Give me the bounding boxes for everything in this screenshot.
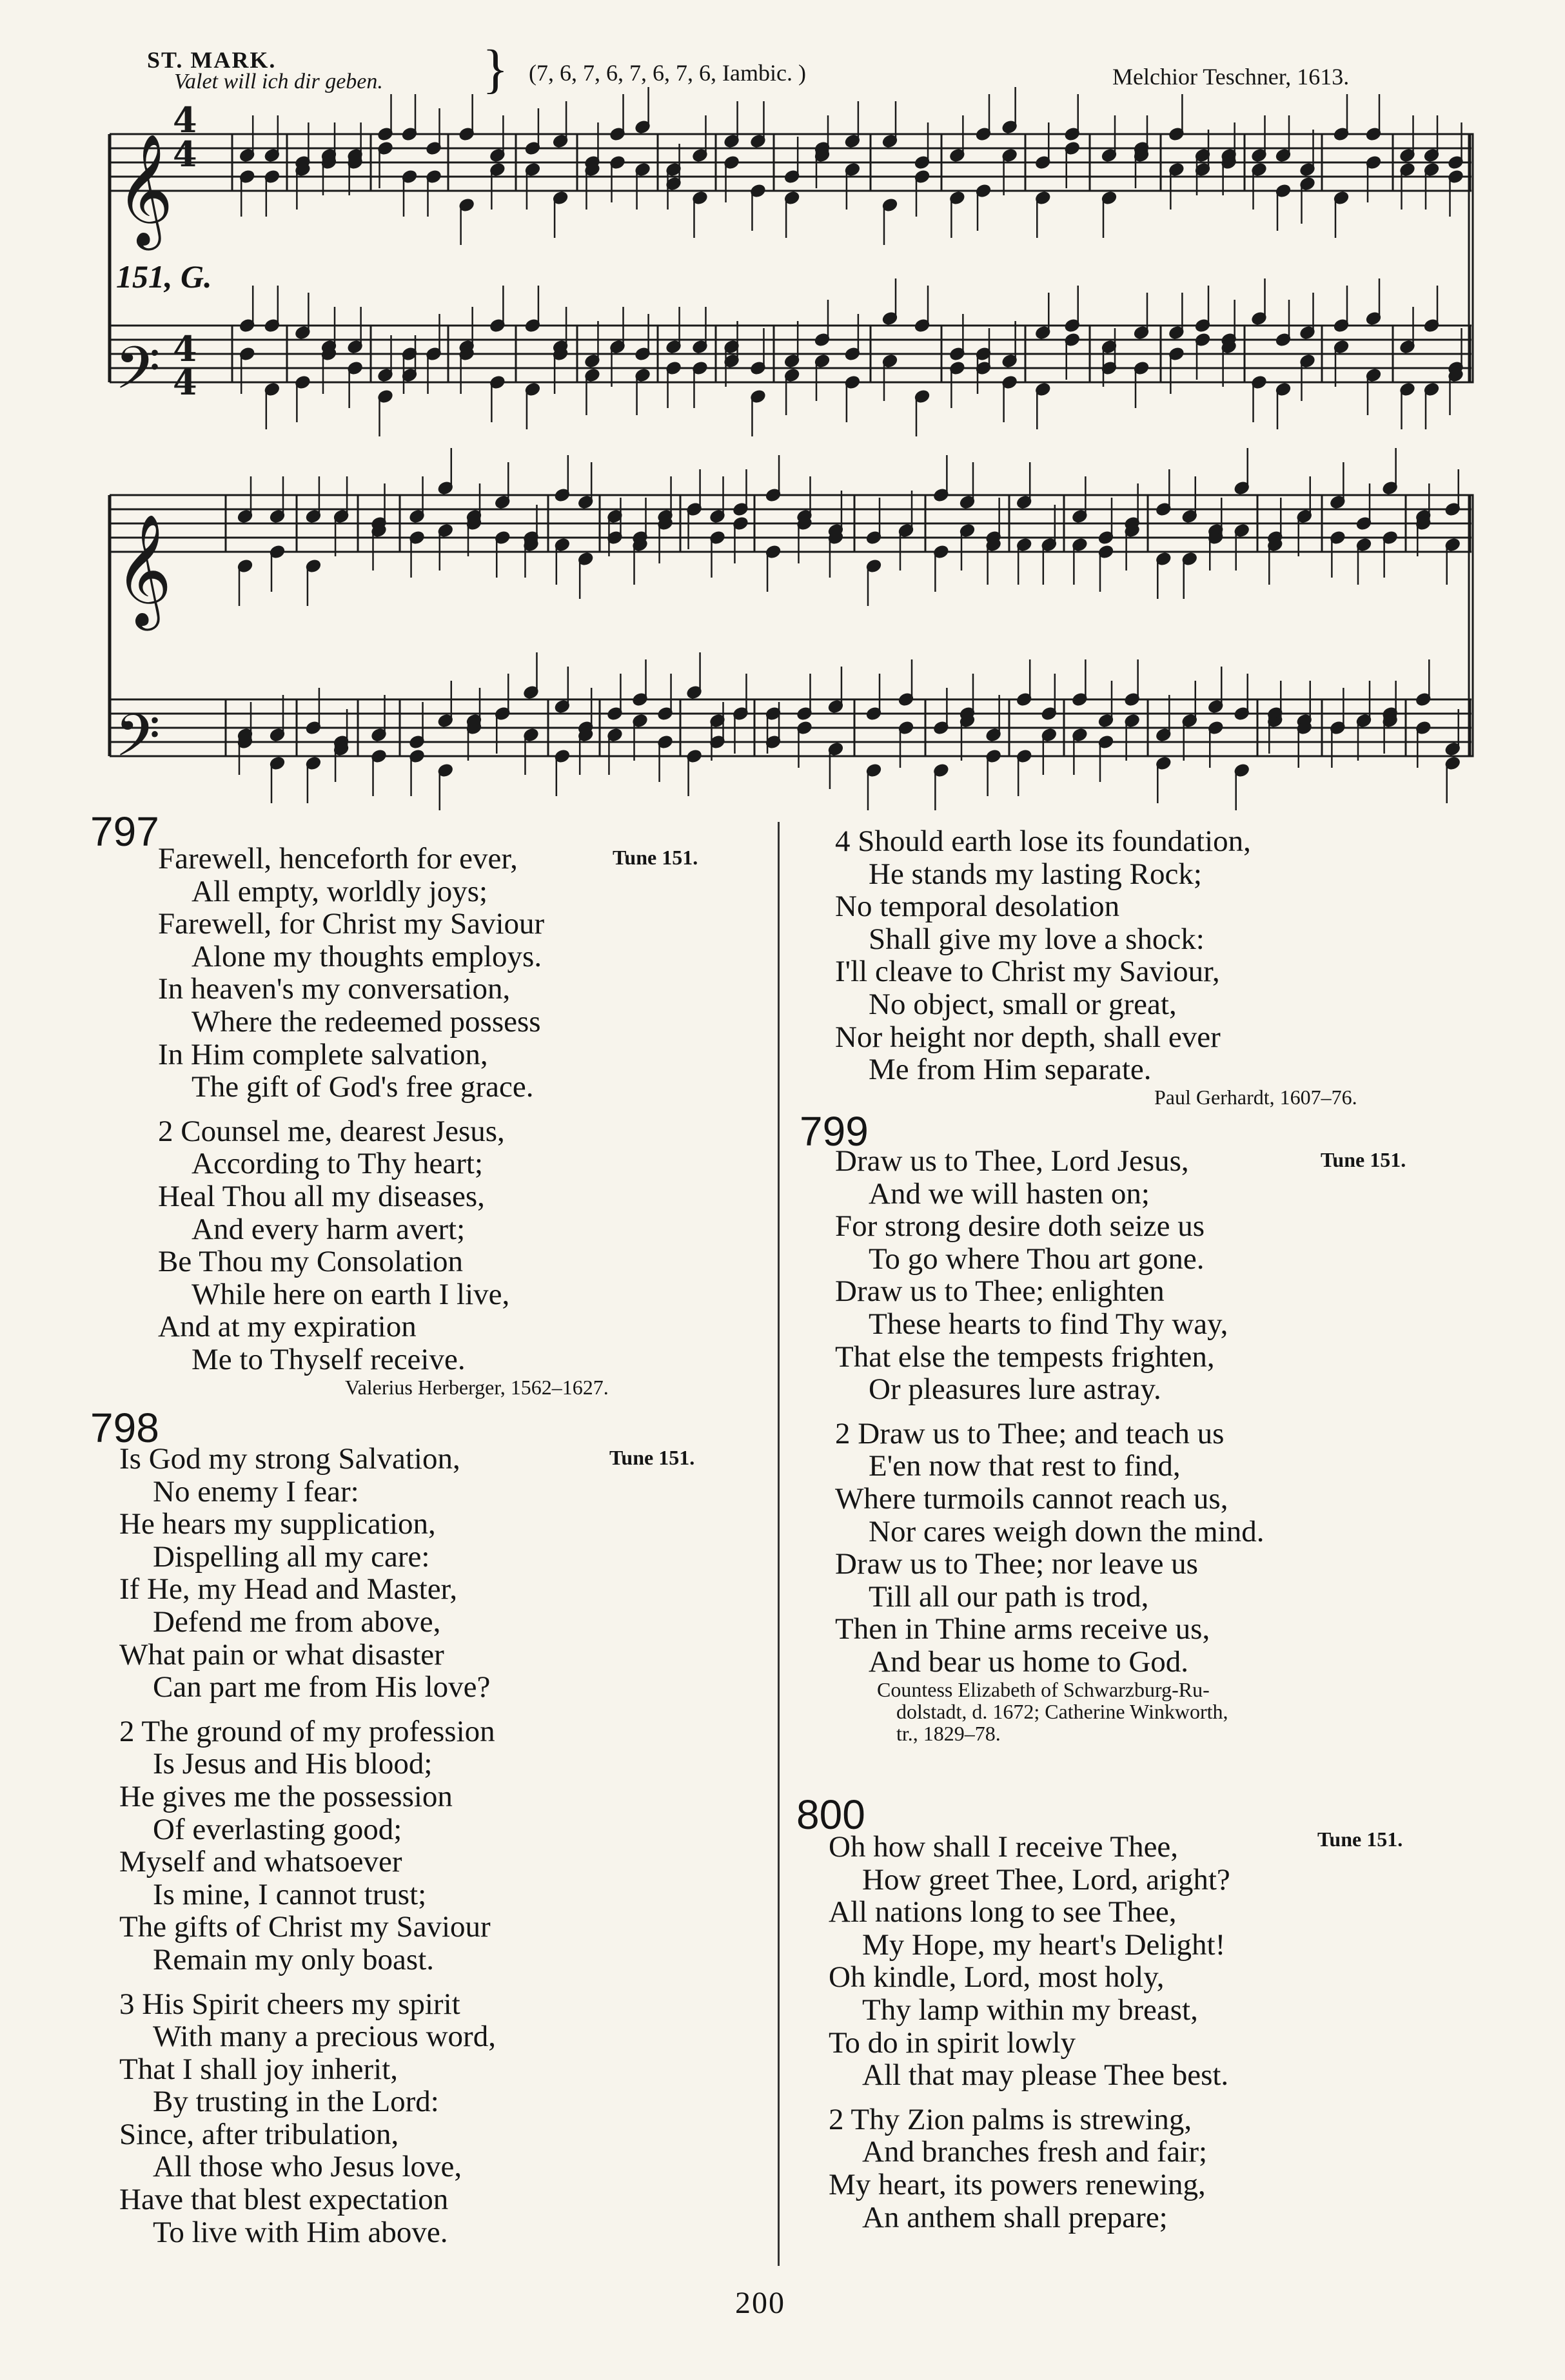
hymn-line: Shall give my love a shock: xyxy=(869,922,1205,956)
hymn-line: All nations long to see Thee, xyxy=(829,1895,1177,1929)
tune-name: ST. MARK. xyxy=(147,47,277,73)
hymn-number: 798 xyxy=(90,1405,159,1451)
hymn-line: Be Thou my Consolation xyxy=(158,1245,464,1279)
hymn-line: Defend me from above, xyxy=(153,1605,441,1639)
time-signature: 4 xyxy=(173,133,197,175)
tune-label: Tune 151. xyxy=(1317,1828,1403,1851)
stanza xyxy=(158,843,761,1104)
author: Valerius Herberger, 1562–1627. xyxy=(345,1375,609,1399)
hymn-line: Nor height nor depth, shall ever xyxy=(835,1020,1221,1054)
treble-clef-icon: 𝄞 xyxy=(115,514,172,626)
hymn-line: 4 Should earth lose its foundation, xyxy=(835,824,1251,858)
hymn-line: The gift of God's free grace. xyxy=(192,1070,534,1104)
hymn-line: I'll cleave to Christ my Saviour, xyxy=(835,955,1220,989)
hymn-number: 799 xyxy=(800,1108,869,1155)
hymn-line: 2 The ground of my profession xyxy=(119,1714,495,1748)
hymn-line: Dispelling all my care: xyxy=(153,1539,430,1574)
author: tr., 1829–78. xyxy=(896,1721,1001,1745)
hymn-line: By trusting in the Lord: xyxy=(153,2085,439,2119)
stanza xyxy=(835,1145,1535,1406)
hymn-line: He hears my supplication, xyxy=(119,1507,436,1541)
hymn-line: How greet Thee, Lord, aright? xyxy=(862,1862,1230,1897)
hymn-number: 800 xyxy=(796,1791,865,1838)
hymn-line: Is mine, I cannot trust; xyxy=(153,1877,427,1911)
hymn-line: These hearts to find Thy way, xyxy=(869,1307,1228,1341)
hymn-line: Is God my strong Salvation, xyxy=(119,1442,460,1476)
meter: (7, 6, 7, 6, 7, 6, 7, 6, Iambic. ) xyxy=(529,60,806,86)
stanza xyxy=(835,825,1544,1086)
stanza xyxy=(158,1115,761,1376)
hymn-798 xyxy=(90,1405,761,2248)
hymn-line: What pain or what disaster xyxy=(119,1637,444,1672)
hymn-line: All those who Jesus love, xyxy=(153,2150,462,2184)
stanza xyxy=(835,1418,1535,1679)
hymn-line: In Him complete salvation, xyxy=(158,1037,488,1071)
hymn-line: Have that blest expectation xyxy=(119,2183,449,2217)
column-divider xyxy=(778,822,780,2266)
stanza xyxy=(119,1988,761,2249)
music-score xyxy=(0,0,1565,825)
hymn-line: That I shall joy inherit, xyxy=(119,2052,399,2086)
hymn-line: And every harm avert; xyxy=(192,1212,466,1246)
hymn-line: The gifts of Christ my Saviour xyxy=(119,1910,491,1944)
hymn-line: All that may please Thee best. xyxy=(862,2058,1229,2092)
hymn-line: Of everlasting good; xyxy=(153,1812,402,1846)
hymn-line: Can part me from His love? xyxy=(153,1670,491,1704)
hymn-line: Oh how shall I receive Thee, xyxy=(829,1830,1179,1864)
hymn-line: Farewell, henceforth for ever, xyxy=(158,842,518,875)
hymn-line: If He, my Head and Master, xyxy=(119,1572,458,1606)
hymn-line: Draw us to Thee; enlighten xyxy=(835,1274,1165,1309)
hymn-line: In heaven's my conversation, xyxy=(158,972,511,1006)
hymn-line: He gives me the possession xyxy=(119,1779,453,1813)
author: dolstadt, d. 1672; Catherine Winkworth, xyxy=(896,1699,1228,1723)
hymn-line: And branches fresh and fair; xyxy=(862,2135,1208,2169)
hymn-line: To do in spirit lowly xyxy=(829,2025,1076,2060)
hymn-line: Draw us to Thee; nor leave us xyxy=(835,1547,1198,1581)
stanza xyxy=(119,1443,761,1704)
hymn-line: 2 Counsel me, dearest Jesus, xyxy=(158,1114,505,1148)
hymn-line: Nor cares weigh down the mind. xyxy=(869,1514,1265,1548)
hymn-line: All empty, worldly joys; xyxy=(192,874,488,908)
hymn-798-continued xyxy=(835,825,1544,1108)
author: Paul Gerhardt, 1607–76. xyxy=(1154,1085,1357,1109)
hymn-line: Remain my only boast. xyxy=(153,1942,435,1976)
tune-label: Tune 151. xyxy=(613,846,698,869)
hymn-line: With many a precious word, xyxy=(153,2020,496,2054)
hymn-line: Draw us to Thee, Lord Jesus, xyxy=(835,1144,1189,1178)
hymn-line: Is Jesus and His blood; xyxy=(153,1747,433,1781)
hymn-line: According to Thy heart; xyxy=(192,1147,484,1181)
hymn-line: Till all our path is trod, xyxy=(869,1579,1149,1614)
hymn-799 xyxy=(800,1109,1535,1744)
hymn-line: To go where Thou art gone. xyxy=(869,1242,1205,1276)
brace-glyph: } xyxy=(482,39,509,99)
hymn-line: No enemy I fear: xyxy=(153,1474,359,1508)
time-signature: 4 xyxy=(173,328,197,369)
time-signature: 4 xyxy=(173,362,197,403)
hymn-line: 3 His Spirit cheers my spirit xyxy=(119,1987,460,2021)
hymn-line: Me to Thyself receive. xyxy=(192,1342,466,1376)
hymn-line: Since, after tribulation, xyxy=(119,2117,399,2151)
tune-subtitle: Valet will ich dir geben. xyxy=(174,70,383,93)
hymn-line: E'en now that rest to find, xyxy=(869,1449,1181,1483)
hymn-line: And bear us home to God. xyxy=(869,1644,1189,1679)
author: Countess Elizabeth of Schwarzburg-Ru- xyxy=(877,1677,1210,1701)
tune-number: 151, G. xyxy=(116,258,212,295)
hymn-line: My Hope, my heart's Delight! xyxy=(862,1927,1226,1962)
hymn-line: While here on earth I live, xyxy=(192,1277,510,1311)
hymn-line: And we will hasten on; xyxy=(869,1176,1150,1211)
hymn-line: Thy lamp within my breast, xyxy=(862,1993,1198,2027)
hymn-line: 2 Thy Zion palms is strewing, xyxy=(829,2102,1192,2136)
hymn-number: 797 xyxy=(90,808,159,855)
bass-clef-icon: 𝄢 xyxy=(115,701,161,784)
hymn-line: No temporal desolation xyxy=(835,890,1120,924)
hymn-line: Then in Thine arms receive us, xyxy=(835,1612,1210,1646)
hymn-797 xyxy=(90,809,761,1398)
treble-clef-icon: 𝄞 xyxy=(116,133,173,246)
stanza xyxy=(119,1715,761,1976)
stanza xyxy=(829,1831,1538,2092)
time-signature: 4 xyxy=(173,99,197,141)
hymn-line: Farewell, for Christ my Saviour xyxy=(158,907,545,941)
hymn-line: To live with Him above. xyxy=(153,2215,448,2249)
hymn-line: Where turmoils cannot reach us, xyxy=(835,1481,1228,1516)
tune-label: Tune 151. xyxy=(1321,1148,1406,1171)
hymn-line: Myself and whatsoever xyxy=(119,1845,402,1879)
hymn-line: And at my expiration xyxy=(158,1310,417,1344)
hymn-line: Alone my thoughts employs. xyxy=(192,939,542,973)
hymn-line: Heal Thou all my diseases, xyxy=(158,1179,485,1213)
hymn-line: Me from Him separate. xyxy=(869,1053,1152,1087)
hymn-line: My heart, its powers renewing, xyxy=(829,2167,1206,2201)
hymn-line: No object, small or great, xyxy=(869,987,1177,1021)
hymn-line: Where the redeemed possess xyxy=(192,1004,541,1039)
hymn-line: An anthem shall prepare; xyxy=(862,2200,1168,2234)
hymn-line: 2 Draw us to Thee; and teach us xyxy=(835,1416,1225,1450)
hymn-line: Or pleasures lure astray. xyxy=(869,1372,1161,1407)
page-number: 200 xyxy=(735,2286,785,2320)
bass-clef-icon: 𝄢 xyxy=(115,334,161,416)
composer: Melchior Teschner, 1613. xyxy=(1112,64,1350,90)
hymn-800 xyxy=(796,1792,1538,2234)
hymn-line: He stands my lasting Rock; xyxy=(869,857,1202,891)
hymn-line: That else the tempests frighten, xyxy=(835,1340,1215,1374)
stanza xyxy=(829,2103,1538,2234)
hymn-line: For strong desire doth seize us xyxy=(835,1209,1205,1244)
tune-label: Tune 151. xyxy=(609,1446,695,1469)
hymn-line: Oh kindle, Lord, most holy, xyxy=(829,1960,1165,1995)
